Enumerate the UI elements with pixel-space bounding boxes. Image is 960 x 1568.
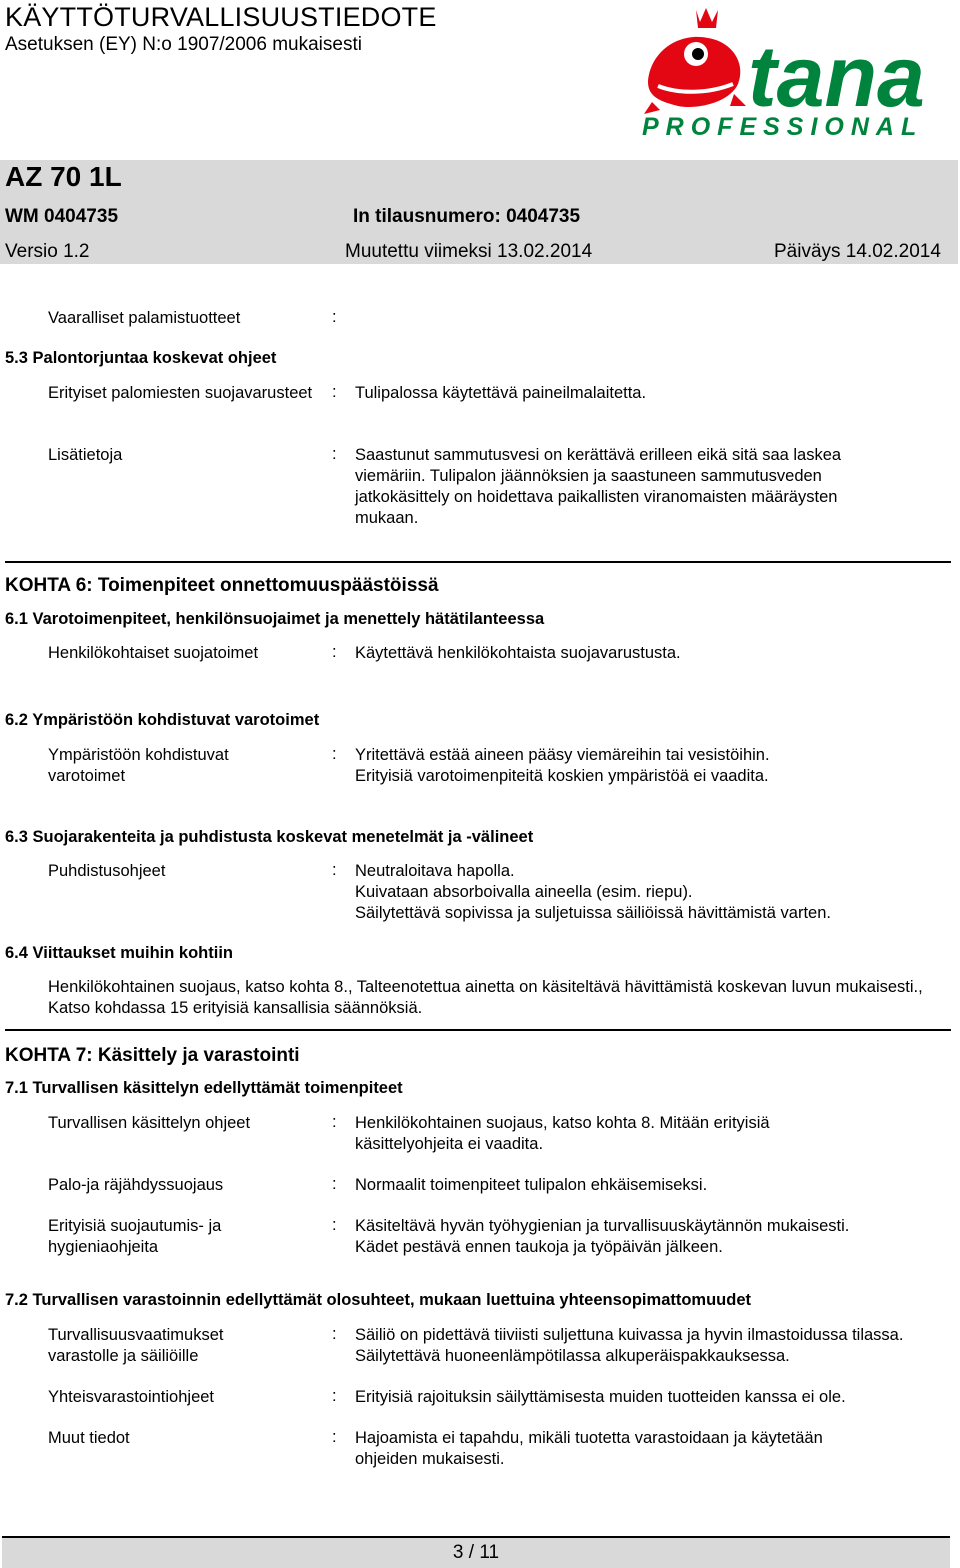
colon: : bbox=[332, 445, 337, 463]
subsection-7-2: 7.2 Turvallisen varastoinnin edellyttämät olosuhteet, mukaan luettuina yhteensopimattomuudet bbox=[5, 1291, 752, 1309]
page-number: 3 / 11 bbox=[452, 1542, 500, 1563]
wm-number: WM 0404735 bbox=[5, 206, 119, 227]
section-divider bbox=[5, 561, 951, 563]
co-storage-label: Yhteisvarastointiohjeet bbox=[48, 1388, 215, 1406]
colon: : bbox=[332, 1428, 337, 1446]
colon: : bbox=[332, 643, 337, 661]
colon: : bbox=[332, 308, 337, 326]
issue-date: Päiväys 14.02.2014 bbox=[774, 241, 941, 262]
references-text: Henkilökohtainen suojaus, katso kohta 8., Talteenotettua ainetta on käsiteltävä hävittämistä koskevan luvun mukaisesti., Katso kohdassa 15 erityisiä kansallisia säännöksiä. bbox=[48, 978, 923, 1017]
cleaning-label: Puhdistusohjeet bbox=[48, 862, 166, 880]
subsection-5-3: 5.3 Palontorjuntaa koskevat ohjeet bbox=[5, 349, 277, 367]
page-footer bbox=[2, 1536, 950, 1568]
subsection-6-4: 6.4 Viittaukset muihin kohtiin bbox=[5, 944, 233, 962]
ppe-label: Erityiset palomiesten suojavarusteet bbox=[48, 384, 313, 402]
version: Versio 1.2 bbox=[5, 241, 90, 262]
logo-subtitle: PROFESSIONAL bbox=[642, 113, 924, 141]
product-band bbox=[0, 160, 958, 204]
additional-info-value: Saastunut sammutusvesi on kerättävä erilleen eikä sitä saa laskea viemäriin. Tulipalon jäännöksien ja saastuneen sammutusveden jatkokäsittely on hoidettava paikallisten viranomaisten määräysten mukaan. bbox=[355, 446, 842, 527]
regulation-text: Asetuksen (EY) N:o 1907/2006 mukaisesti bbox=[5, 34, 362, 55]
hygiene-label: Erityisiä suojautumis- ja hygieniaohjeita bbox=[48, 1217, 222, 1256]
cleaning-value-3: Säilytettävä sopivissa ja suljetuissa säiliöissä hävittämistä varten. bbox=[355, 904, 831, 922]
env-precautions-value-2: Erityisiä varotoimenpiteitä koskien ympäristöä ei vaadita. bbox=[355, 767, 769, 785]
colon: : bbox=[332, 1325, 337, 1343]
hygiene-value-1: Käsiteltävä hyvän työhygienian ja turvallisuuskäytännön mukaisesti. bbox=[355, 1217, 850, 1235]
colon: : bbox=[332, 861, 337, 879]
document-title: KÄYTTÖTURVALLISUUSTIEDOTE bbox=[5, 2, 437, 32]
colon: : bbox=[332, 383, 337, 401]
handling-label: Turvallisen käsittelyn ohjeet bbox=[48, 1114, 251, 1132]
subsection-7-1: 7.1 Turvallisen käsittelyn edellyttämät toimenpiteet bbox=[5, 1079, 403, 1097]
storage-value: Säiliö on pidettävä tiiviisti suljettuna kuivassa ja hyvin ilmastoidussa tilassa. Säilytettävä huoneenlämpötilassa alkuperäispakkauksessa. bbox=[355, 1326, 904, 1365]
product-name: AZ 70 1L bbox=[5, 161, 122, 192]
colon: : bbox=[332, 1216, 337, 1234]
section-6-title: KOHTA 6: Toimenpiteet onnettomuuspäästöissä bbox=[5, 575, 439, 596]
colon: : bbox=[332, 1113, 337, 1131]
tana-logo-icon bbox=[638, 2, 950, 142]
additional-info-label: Lisätietoja bbox=[48, 446, 123, 464]
section-divider bbox=[5, 1029, 951, 1031]
fire-protection-label: Palo-ja räjähdyssuojaus bbox=[48, 1176, 224, 1194]
storage-label: Turvallisuusvaatimukset varastolle ja säiliöille bbox=[48, 1326, 224, 1365]
section-7-title: KOHTA 7: Käsittely ja varastointi bbox=[5, 1045, 300, 1066]
other-info-label: Muut tiedot bbox=[48, 1429, 130, 1447]
subsection-6-2: 6.2 Ympäristöön kohdistuvat varotoimet bbox=[5, 711, 320, 729]
colon: : bbox=[332, 1387, 337, 1405]
hygiene-value-2: Kädet pestävä ennen taukoja ja työpäivän jälkeen. bbox=[355, 1238, 723, 1256]
fire-protection-value: Normaalit toimenpiteet tulipalon ehkäisemiseksi. bbox=[355, 1176, 708, 1194]
handling-value: Henkilökohtainen suojaus, katso kohta 8. Mitään erityisiä käsittelyohjeita ei vaadita. bbox=[355, 1114, 770, 1153]
order-number: In tilausnumero: 0404735 bbox=[353, 206, 581, 227]
env-precautions-label: Ympäristöön kohdistuvat varotoimet bbox=[48, 746, 229, 785]
co-storage-value: Erityisiä rajoituksin säilyttämisesta muiden tuotteiden kanssa ei ole. bbox=[355, 1388, 846, 1406]
colon: : bbox=[332, 745, 337, 763]
cleaning-value-2: Kuivataan absorboivalla aineella (esim. riepu). bbox=[355, 883, 693, 901]
hazardous-products-label: Vaaralliset palamistuotteet bbox=[48, 309, 241, 327]
env-precautions-value-1: Yritettävä estää aineen pääsy viemäreihin tai vesistöihin. bbox=[355, 746, 770, 764]
personal-precautions-value: Käytettävä henkilökohtaista suojavarustusta. bbox=[355, 644, 681, 662]
subsection-6-1: 6.1 Varotoimenpiteet, henkilönsuojaimet ja menettely hätätilanteessa bbox=[5, 610, 545, 628]
modified-date: Muutettu viimeksi 13.02.2014 bbox=[345, 241, 593, 262]
brand-logo bbox=[638, 2, 950, 142]
subsection-6-3: 6.3 Suojarakenteita ja puhdistusta koskevat menetelmät ja -välineet bbox=[5, 828, 534, 846]
logo-word: tana bbox=[748, 29, 925, 125]
ppe-value: Tulipalossa käytettävä paineilmalaitetta. bbox=[355, 384, 647, 402]
colon: : bbox=[332, 1175, 337, 1193]
cleaning-value-1: Neutraloitava hapolla. bbox=[355, 862, 515, 880]
other-info-value: Hajoamista ei tapahdu, mikäli tuotetta varastoidaan ja käytetään ohjeiden mukaisesti. bbox=[355, 1429, 823, 1468]
personal-precautions-label: Henkilökohtaiset suojatoimet bbox=[48, 644, 259, 662]
